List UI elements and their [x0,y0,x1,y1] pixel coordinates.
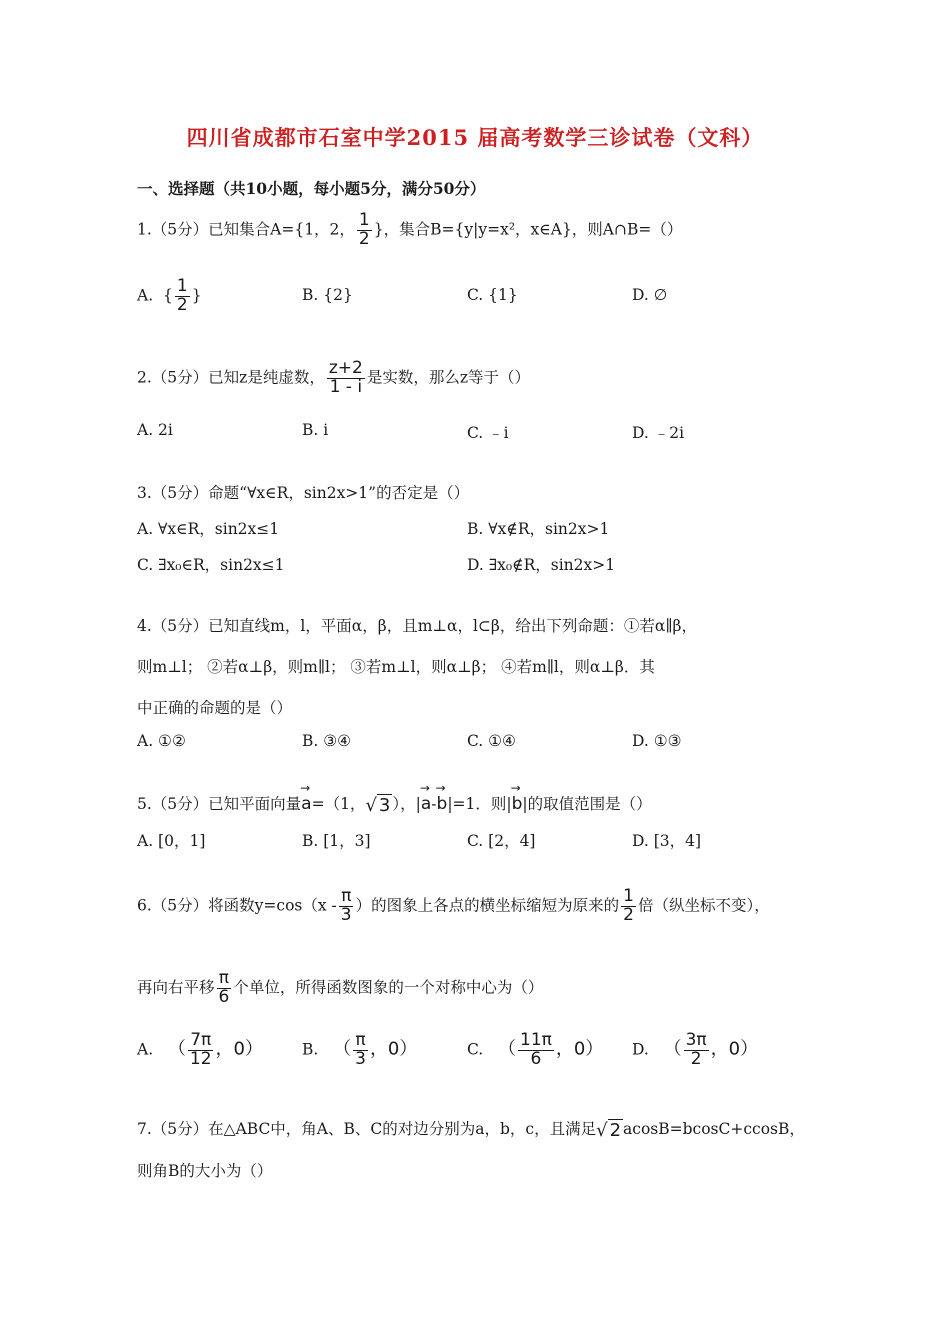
q1-option-d: D. ∅ [632,286,668,304]
q3-option-b: B. ∀x∉R，sin2x>1 [467,520,610,538]
q3-option-c: C. ∃x₀∈R，sin2x≤1 [137,556,285,574]
q6-option-d: D. （ $\frac{3\pi}{2}$ ，0） [632,1030,759,1069]
q1-option-c: C. {1} [467,286,518,304]
sqrt: √ 3 [365,794,391,816]
question-7-line-1: 7.（5分）在△ABC中，角A、B、C的对边分别为a，b，c，且满足√ 2 acosB=bcosC+ccosB， [137,1119,805,1141]
question-1: 1.（5分）已知集合A={1，2， $\frac{1}{2}$ }，集合B={y|y=x²，x∈A}，则A∩B=（） [137,210,683,249]
question-6-line-1: 6.（5分）将函数y=cos（x - $\frac{\pi}{3}$ ）的图象上各点的横坐标缩短为原来的 $\frac{1}{2}$ 倍（纵坐标不变）， [137,886,770,925]
question-4-line-3: 中正确的命题的是（） [137,699,293,717]
fraction: $\frac{1}{2}$ [358,210,370,249]
q4-option-c: C. ①④ [467,732,516,750]
vector-b: → b [437,790,448,814]
q2-option-c: C. ﹣i [467,424,509,442]
section-heading: 一、选择题（共10小题，每小题5分，满分50分） [137,179,486,198]
fraction: $\frac{z+2}{1 - i}$ [328,358,363,397]
q5-option-c: C. [2，4] [467,832,536,850]
fraction: $\frac{\pi}{6}$ [218,968,230,1007]
question-4-line-2: 则m⊥l； ②若α⊥β，则m∥l； ③若m⊥l，则α⊥β； ④若m∥l，则α⊥β．其 [137,658,655,676]
q6-option-a: A. （ $\frac{7\pi}{12}$ ，0） [137,1030,263,1069]
sqrt: √ 2 [596,1119,622,1141]
vector-a: → a [301,790,311,814]
fraction: $\frac{1}{2}$ [623,886,634,925]
fraction: $\frac{\pi}{3}$ [340,886,352,925]
q5-option-d: D. [3，4] [632,832,702,850]
page-title: 四川省成都市石室中学2015 届高考数学三诊试卷（文科） [186,125,764,150]
question-6-line-2: 再向右平移 $\frac{\pi}{6}$ 个单位，所得函数图象的一个对称中心为（） [137,968,544,1007]
q2-option-d: D. ﹣2i [632,424,685,442]
q5-option-b: B. [1，3] [302,832,371,850]
question-7-line-2: 则角B的大小为（） [137,1162,273,1180]
q4-option-d: D. ①③ [632,732,682,750]
question-5: 5.（5分）已知平面向量→ a=（1，√ 3 ），|→ a-→ b|=1．则|→ b|的取值范围是（） [137,790,652,816]
q1-option-a: A. { $\frac{1}{2}$ } [137,276,202,315]
q6-option-b: B. （ $\frac{\pi}{3}$ ，0） [302,1030,418,1069]
q5-option-a: A. [0，1] [137,832,206,850]
q2-option-b: B. i [302,421,329,439]
question-2: 2.（5分）已知z是纯虚数， $\frac{z+2}{1 - i}$ 是实数，那么z等于（） [137,358,530,397]
q2-option-a: A. 2i [137,421,173,439]
q6-option-c: C. （ $\frac{11\pi}{6}$ ，0） [467,1030,604,1069]
q3-option-d: D. ∃x₀∉R，sin2x>1 [467,556,616,574]
q3-option-a: A. ∀x∈R，sin2x≤1 [137,520,280,538]
question-4-line-1: 4.（5分）已知直线m，l，平面α，β，且m⊥α，l⊂β，给出下列命题：①若α∥β， [137,617,697,635]
q4-option-a: A. ①② [137,732,186,750]
q4-option-b: B. ③④ [302,732,352,750]
question-3: 3.（5分）命题“∀x∈R，sin2x>1”的否定是（） [137,484,470,502]
q1-option-b: B. {2} [302,286,353,304]
